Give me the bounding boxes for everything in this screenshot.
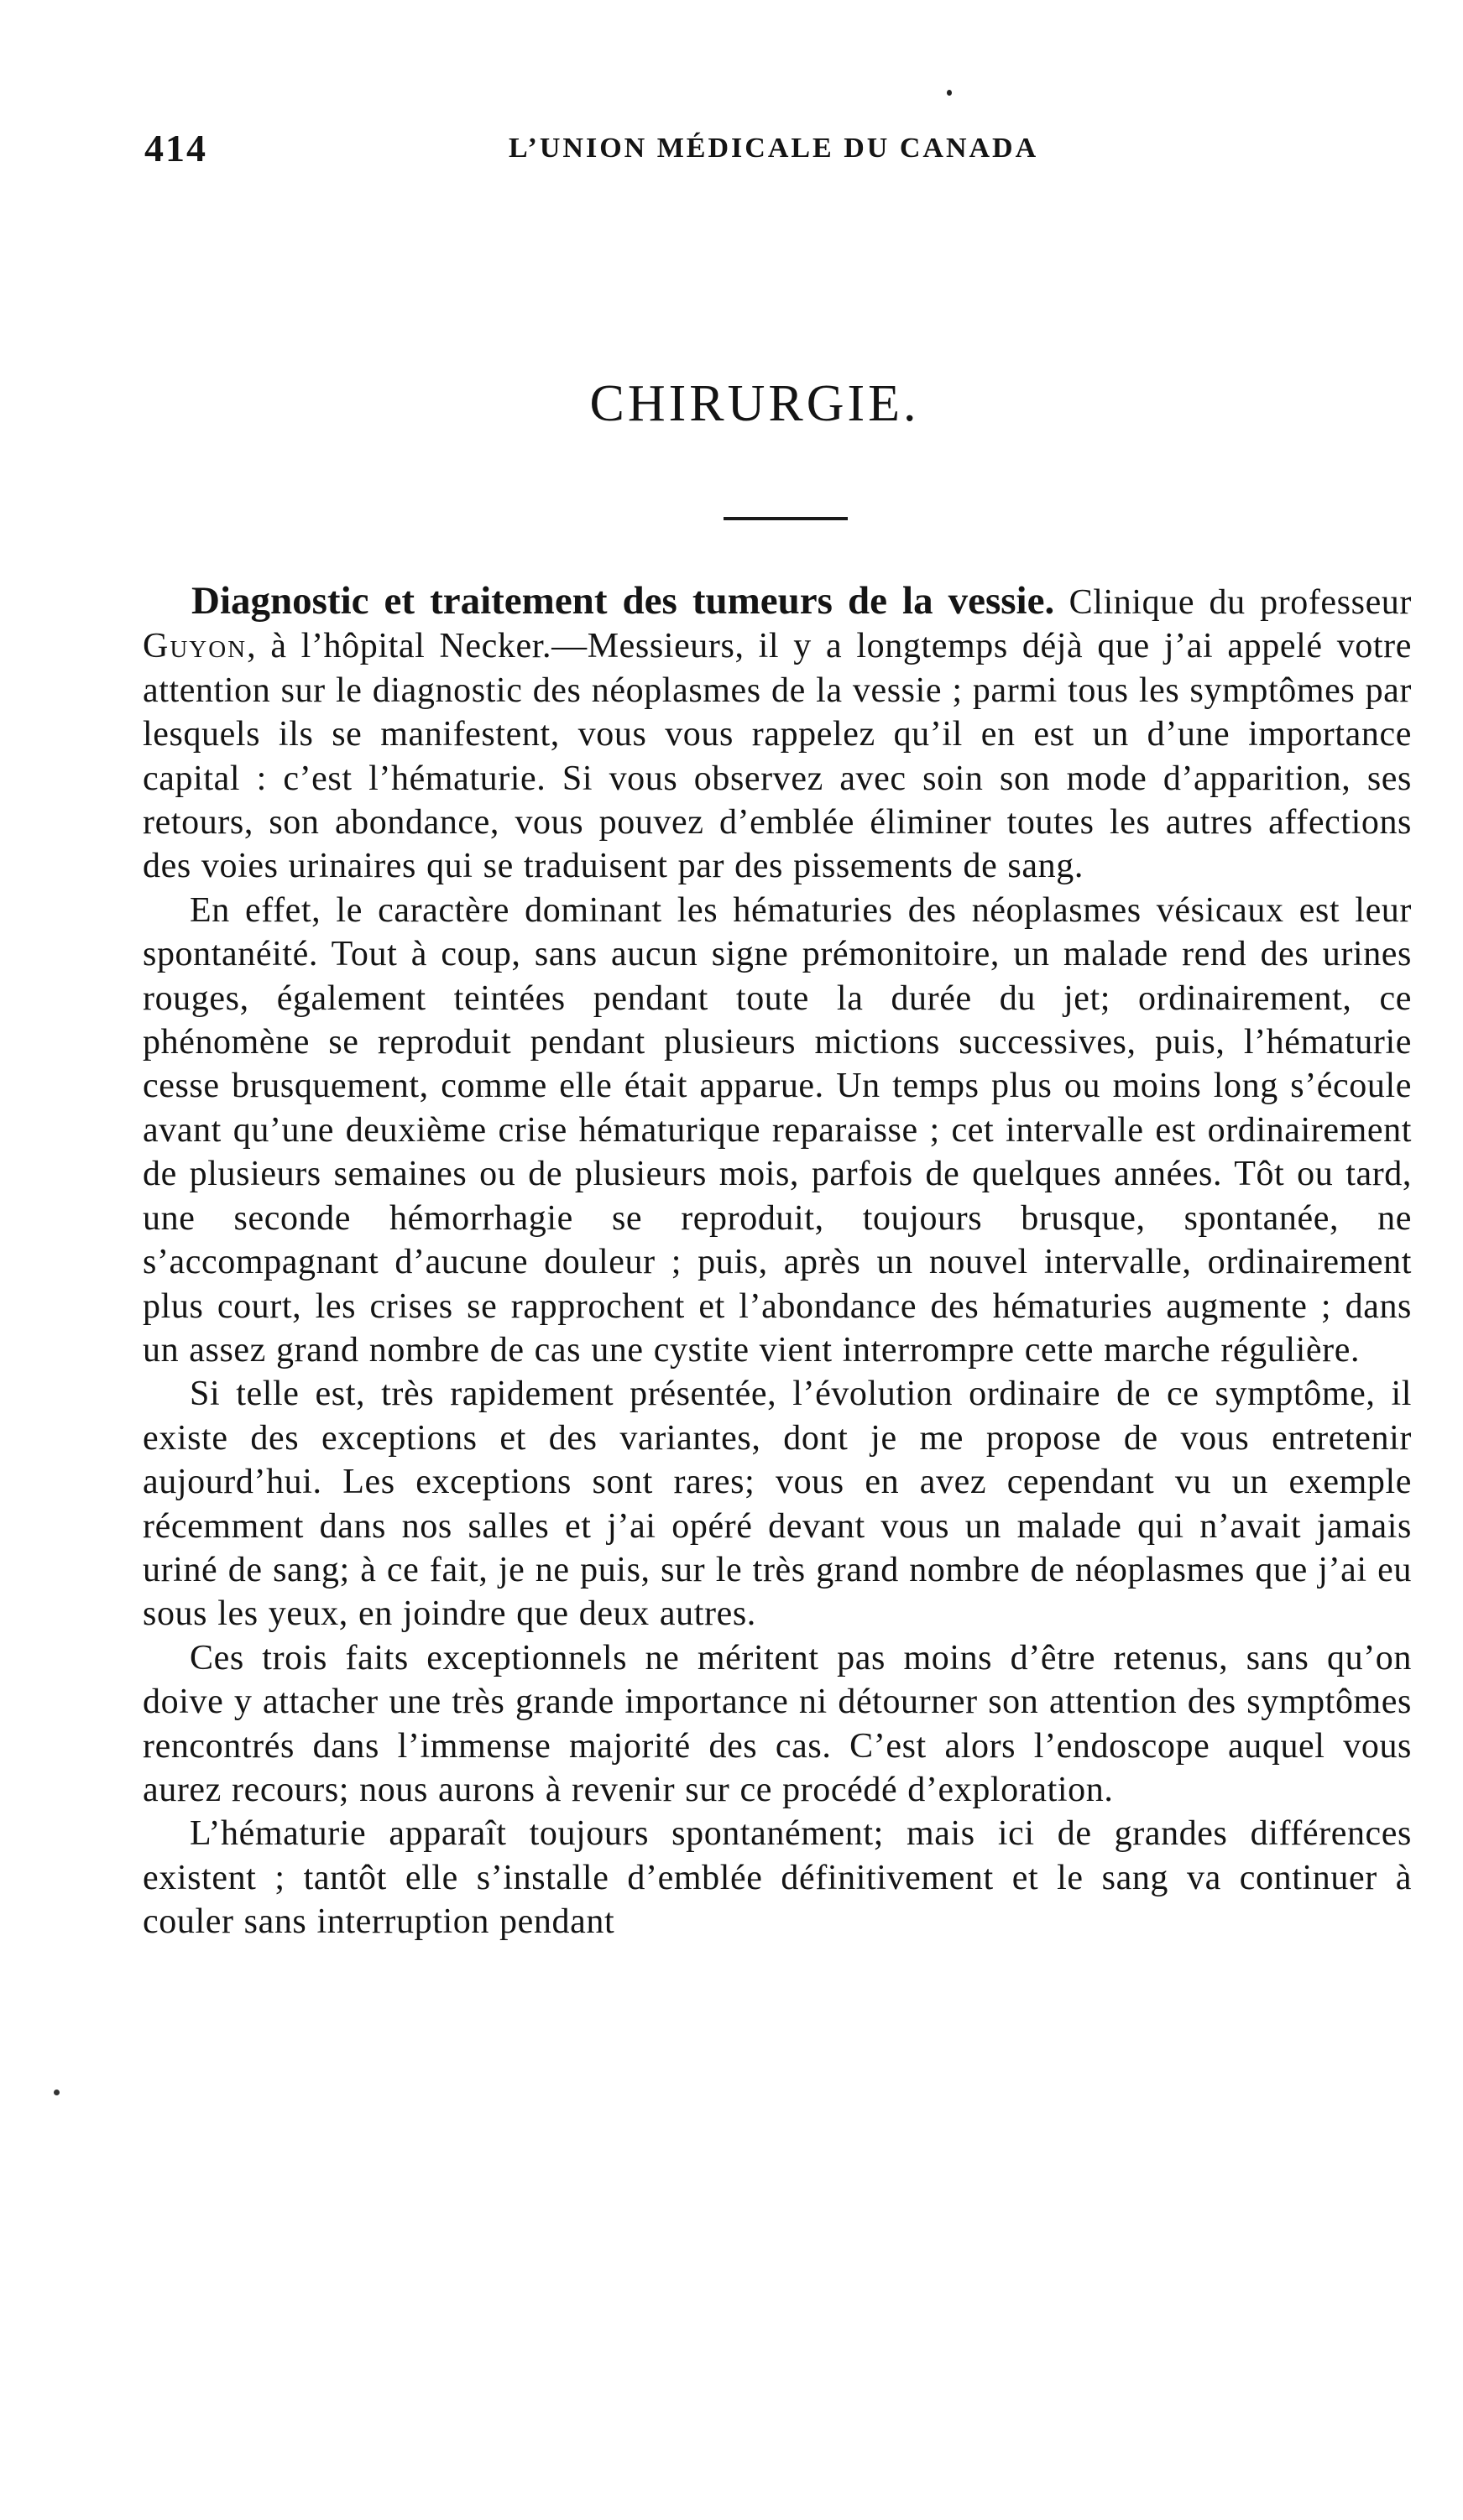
paragraph: En effet, le caractère dominant les hématuries des néoplasmes vésicaux est leur spontanéité. Tout à coup, sans aucun signe prémonitoire, un malade rend des urines rouges, également teintées pendant toute la durée du jet; ordinairement, ce phénomène se reproduit pendant plusieurs mictions successives, puis, l’hématurie cesse brusquement, comme elle était apparue. Un temps plus ou moins long s’écoule avant qu’une deuxième crise hématurique reparaisse ; cet intervalle est ordinairement de plusieurs semaines ou de plusieurs mois, parfois de quelques années. Tôt ou tard, une seconde hémorrhagie se reproduit, toujours brusque, spontanée, ne s’accompagnant d’aucune douleur ; puis, après un nouvel intervalle, ordinairement plus court, les crises se rapprochent et l’abondance des hématuries augmente ; dans un assez grand nombre de cas une cystite vient interrompre cette marche régulière. bbox=[143, 890, 1412, 1370]
article-title: Diagnostic et traitement des tumeurs de la vessie. bbox=[191, 579, 1055, 623]
paragraph: L’hématurie apparaît toujours spontanément; mais ici de grandes différences existent ; tantôt elle s’installe d’emblée définitivement et le sang va continuer à couler sans interruption pendant bbox=[143, 1814, 1412, 1942]
page-header bbox=[144, 126, 1370, 185]
section-rule bbox=[724, 517, 848, 520]
article-intro-paragraph bbox=[143, 579, 1412, 889]
margin-mark bbox=[54, 2090, 60, 2095]
article-body bbox=[143, 579, 1412, 1944]
paragraph: Si telle est, très rapidement présentée, l’évolution ordinaire de ce symptôme, il existe des exceptions et des variantes, dont je me propose de vous entretenir aujourd’hui. Les exceptions sont rares; vous en avez cependant vu un exemple récemment dans nos salles et j’ai opéré devant vous un malade qui n’avait jamais uriné de sang; à ce fait, je ne puis, sur le très grand nombre de néoplasmes que j’ai eu sous les yeux, en joindre que deux autres. bbox=[143, 1375, 1412, 1634]
print-speck bbox=[947, 90, 952, 96]
running-head: L’UNION MÉDICALE DU CANADA bbox=[509, 133, 1039, 164]
section-title: CHIRURGIE. bbox=[589, 375, 920, 432]
page-number: 414 bbox=[144, 127, 207, 170]
intro-lead: Clinique du professeur bbox=[1054, 583, 1412, 622]
intro-rest: , à l’hôpital Necker.—Messieurs, il y a longtemps déjà que j’ai appelé votre attention sur le diagnostic des néoplasmes de la vessie ; parmi tous les symptômes par lesquels ils se manifestent, vous vous rappelez qu’il en est un d’une importance capital : c’est l’hématurie. Si vous observez avec soin son mode d’apparition, ses retours, son abondance, vous pouvez d’emblée éliminer toutes les autres affections des voies urinaires qui se traduisent par des pissements de sang. bbox=[143, 627, 1412, 886]
professor-name: Guyon bbox=[143, 627, 248, 666]
paragraph: Ces trois faits exceptionnels ne méritent pas moins d’être retenus, sans qu’on doive y attacher une très grande importance ni détourner son attention des symptômes rencontrés dans l’immense majorité des cas. C’est alors l’endoscope auquel vous aurez recours; nous aurons à revenir sur ce procédé d’exploration. bbox=[143, 1638, 1412, 1809]
